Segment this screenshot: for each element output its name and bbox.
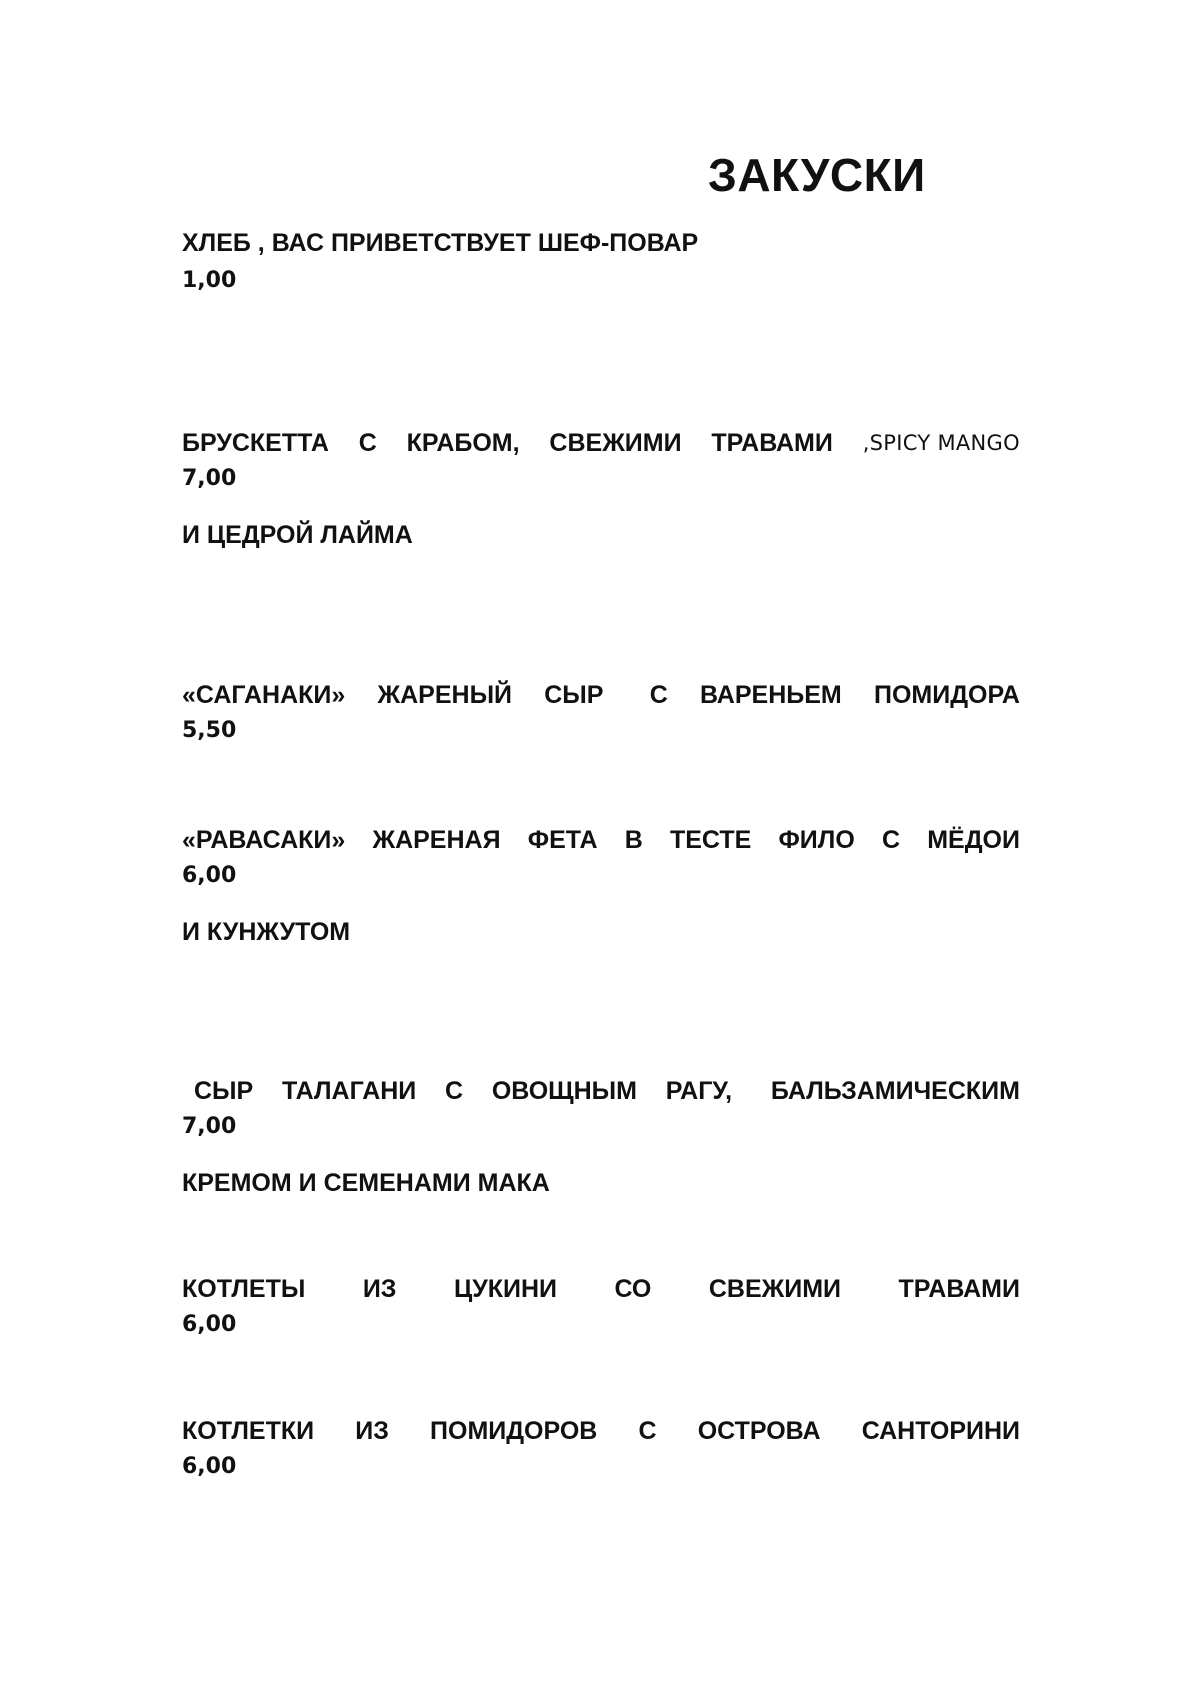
menu-item-word: С bbox=[649, 681, 668, 709]
menu-item-word: ТЕСТЕ bbox=[669, 826, 752, 854]
menu-item-word: ТАЛАГАНИ bbox=[281, 1077, 417, 1105]
menu-item-price: 6,00 bbox=[182, 1312, 237, 1337]
menu-item-word: КОТЛЕТЫ bbox=[182, 1275, 306, 1303]
page-title: ЗАКУСКИ bbox=[708, 149, 926, 201]
menu-item-word: ЦУКИНИ bbox=[453, 1275, 558, 1303]
menu-item-description: КРЕМОМ И СЕМЕНАМИ МАКА bbox=[182, 1169, 550, 1197]
menu-item-word: В bbox=[624, 826, 643, 854]
menu-item-name bbox=[182, 1274, 1020, 1304]
menu-item-word: СЫР bbox=[194, 1077, 254, 1105]
menu-item-description: И КУНЖУТОМ bbox=[182, 918, 351, 946]
menu-item-word: ТРАВАМИ bbox=[898, 1275, 1020, 1303]
menu-item-word: САНТОРИНИ bbox=[861, 1417, 1020, 1445]
menu-item-word: ВАРЕНЬЕМ bbox=[700, 681, 842, 709]
menu-item-word: ОВОЩНЫМ bbox=[491, 1077, 637, 1105]
menu-item-price: 1,00 bbox=[182, 268, 237, 293]
menu-item-word: ФЕТА bbox=[527, 826, 598, 854]
menu-item-word: СО bbox=[614, 1275, 652, 1303]
menu-item-word: С bbox=[358, 429, 377, 457]
menu-item-word: ПОМИДОРА bbox=[873, 681, 1020, 709]
menu-item-word: ТРАВАМИ bbox=[711, 429, 833, 457]
menu-item-word: КРАБОМ, bbox=[406, 429, 520, 457]
menu-item-word: БРУСКЕТТА bbox=[182, 429, 329, 457]
menu-item-word: ВАС ПРИВЕТСТВУЕТ ШЕФ-ПОВАР bbox=[271, 229, 699, 257]
menu-item-word: ПОМИДОРОВ bbox=[430, 1417, 598, 1445]
menu-item-word: КОТЛЕТКИ bbox=[182, 1417, 315, 1445]
menu-item-price: 6,00 bbox=[182, 1454, 237, 1479]
menu-item-word: ХЛЕБ , bbox=[182, 229, 265, 257]
menu-item-description: И ЦЕДРОЙ ЛАЙМА bbox=[182, 521, 413, 549]
menu-item-price: 7,00 bbox=[182, 1114, 237, 1139]
menu-item-word: РАГУ, bbox=[665, 1077, 733, 1105]
menu-item-name bbox=[182, 428, 1020, 458]
menu-item-word: «САГАНАКИ» bbox=[182, 681, 346, 709]
menu-item-word: ОСТРОВА bbox=[697, 1417, 821, 1445]
menu-item-word: «РАВАСАКИ» bbox=[182, 826, 346, 854]
menu-item-word: С bbox=[638, 1417, 657, 1445]
menu-item-word: СВЕЖИМИ bbox=[549, 429, 682, 457]
menu-item-word: БАЛЬЗАМИЧЕСКИМ bbox=[770, 1077, 1020, 1105]
menu-item-word: ФИЛО bbox=[778, 826, 855, 854]
menu-item-word: ЖАРЕНЫЙ bbox=[377, 681, 513, 709]
menu-item-word: ,SPICY MANGO bbox=[862, 431, 1020, 455]
menu-item-word: МЁДОИ bbox=[927, 826, 1020, 854]
menu-item-word: СВЕЖИМИ bbox=[708, 1275, 842, 1303]
menu-item-name bbox=[182, 825, 1020, 855]
menu-item-price: 7,00 bbox=[182, 466, 237, 491]
menu-item-word: ЖАРЕНАЯ bbox=[372, 826, 501, 854]
menu-item-word: ИЗ bbox=[355, 1417, 389, 1445]
menu-item-name bbox=[182, 680, 1020, 710]
menu-item-price: 6,00 bbox=[182, 863, 237, 888]
menu-item-word: С bbox=[881, 826, 901, 854]
menu-item-word: С bbox=[445, 1077, 464, 1105]
menu-item-name bbox=[182, 228, 1020, 258]
menu-item-word: СЫР bbox=[544, 681, 604, 709]
menu-item-price: 5,50 bbox=[182, 718, 237, 743]
menu-item-name bbox=[194, 1076, 1020, 1106]
menu-item-word: ИЗ bbox=[362, 1275, 397, 1303]
menu-item-name bbox=[182, 1416, 1020, 1446]
